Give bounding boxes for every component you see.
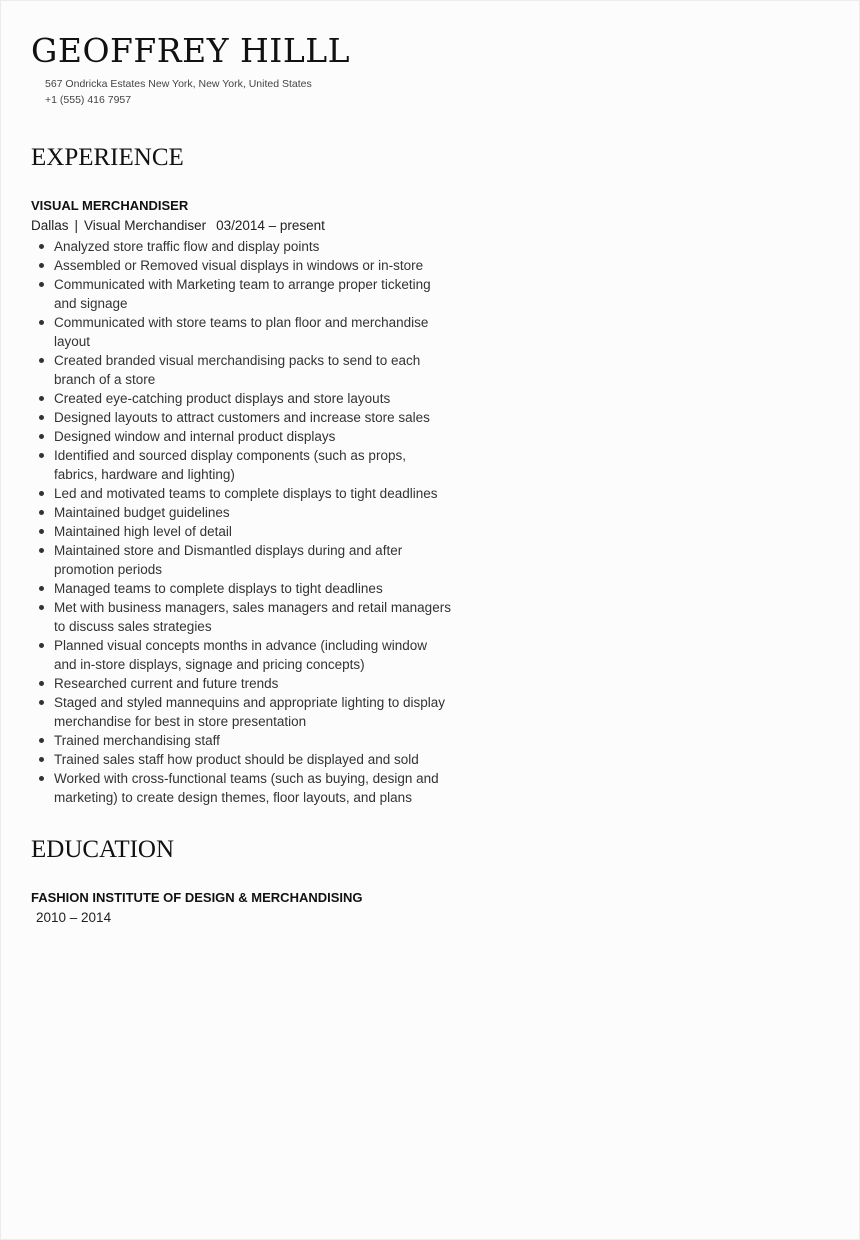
education-years: 2010 – 2014 [36, 910, 112, 925]
job-meta [31, 218, 325, 233]
school-name: FASHION INSTITUTE OF DESIGN & MERCHANDISING [31, 890, 363, 905]
candidate-name: GEOFFREY HILLL [31, 31, 351, 70]
experience-bullet: Created eye-catching product displays and store layouts [31, 389, 451, 408]
experience-bullet: Assembled or Removed visual displays in windows or in-store [31, 256, 451, 275]
education-heading: EDUCATION [31, 836, 175, 863]
experience-bullet: Maintained budget guidelines [31, 503, 451, 522]
experience-bullet: Researched current and future trends [31, 674, 451, 693]
experience-bullet: Maintained high level of detail [31, 522, 451, 541]
experience-bullet: Designed layouts to attract customers and increase store sales [31, 408, 451, 427]
experience-bullet: Met with business managers, sales managers and retail managers to discuss sales strategies [31, 598, 451, 636]
contact-phone: +1 (555) 416 7957 [45, 94, 132, 106]
experience-bullet: Planned visual concepts months in advance (including window and in-store displays, signage and pricing concepts) [31, 636, 451, 674]
experience-bullet: Analyzed store traffic flow and display points [31, 237, 451, 256]
experience-bullet-list [31, 237, 451, 807]
experience-bullet: Created branded visual merchandising packs to send to each branch of a store [31, 351, 451, 389]
experience-bullet: Maintained store and Dismantled displays during and after promotion periods [31, 541, 451, 579]
job-meta-separator: | [74, 218, 79, 233]
experience-bullet: Communicated with store teams to plan floor and merchandise layout [31, 313, 451, 351]
experience-heading: EXPERIENCE [31, 144, 184, 171]
experience-bullet: Worked with cross-functional teams (such as buying, design and marketing) to create design themes, floor layouts, and plans [31, 769, 451, 807]
job-role: Visual Merchandiser [84, 218, 207, 233]
job-location: Dallas [31, 218, 69, 233]
job-dates: 03/2014 – present [216, 218, 325, 233]
experience-bullet: Trained sales staff how product should be displayed and sold [31, 750, 451, 769]
experience-bullet: Communicated with Marketing team to arrange proper ticketing and signage [31, 275, 451, 313]
experience-bullet: Managed teams to complete displays to tight deadlines [31, 579, 451, 598]
job-title: VISUAL MERCHANDISER [31, 198, 189, 213]
experience-bullet: Staged and styled mannequins and appropriate lighting to display merchandise for best in store presentation [31, 693, 451, 731]
experience-bullet: Identified and sourced display components (such as props, fabrics, hardware and lighting) [31, 446, 451, 484]
experience-bullet: Trained merchandising staff [31, 731, 451, 750]
experience-bullet: Designed window and internal product displays [31, 427, 451, 446]
contact-address: 567 Ondricka Estates New York, New York, United States [45, 78, 312, 90]
experience-bullet: Led and motivated teams to complete displays to tight deadlines [31, 484, 451, 503]
